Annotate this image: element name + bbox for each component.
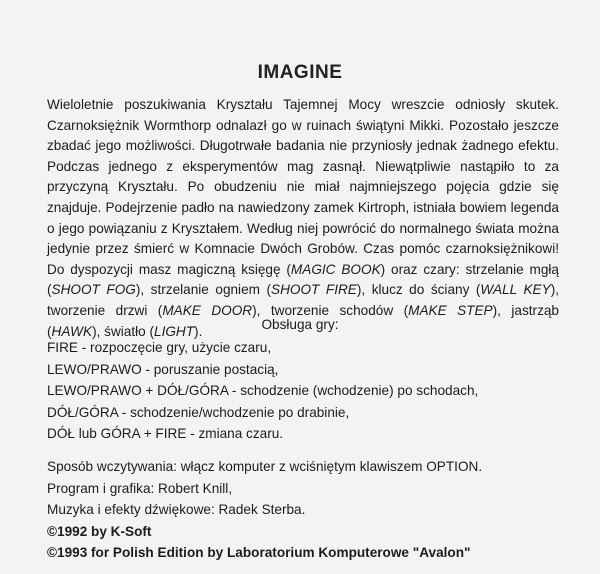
controls-heading: Obsługa gry: (261, 317, 339, 332)
story-text-part: ), jastrząb ( (47, 302, 559, 339)
loading-instructions: Sposób wczytywania: włącz komputer z wciśniętym klawiszem OPTION. (47, 459, 483, 474)
control-line: DÓŁ/GÓRA - schodzenie/wchodzenie po drabinie, (47, 404, 350, 420)
copyright-polish: ©1993 for Polish Edition by Laboratorium Komputerowe "Avalon" (47, 545, 471, 560)
story-text-part: ). (194, 323, 203, 339)
page-title: IMAGINE (257, 62, 343, 83)
spell-shoot-fire: SHOOT FIRE (271, 282, 357, 298)
spell-magic-book: MAGIC BOOK (290, 261, 381, 277)
spell-shoot-fog: SHOOT FOG (51, 282, 136, 298)
copyright-original: ©1992 by K-Soft (47, 523, 152, 539)
program-credit: Program i grafika: Robert Knill, (47, 480, 233, 496)
spell-make-door: MAKE DOOR (162, 302, 253, 318)
spell-make-step: MAKE STEP (408, 302, 493, 318)
credits-block (47, 456, 567, 564)
spell-light: LIGHT (154, 323, 195, 339)
control-line: FIRE - rozpoczęcie gry, użycie czaru, (47, 340, 272, 355)
controls-list (47, 337, 567, 445)
story-text-part: ), klucz do ściany ( (356, 282, 481, 298)
story-text (47, 95, 559, 342)
music-credit: Muzyka i efekty dźwiękowe: Radek Sterba. (47, 502, 306, 517)
story-paragraph (47, 95, 559, 342)
spell-wall-key: WALL KEY (480, 282, 551, 298)
control-line: DÓŁ lub GÓRA + FIRE - zmiana czaru. (47, 426, 284, 441)
story-text-part: ) oraz czary: strzelanie mgłą ( (47, 261, 559, 298)
story-text-part: ), tworzenie drzwi ( (47, 282, 559, 318)
control-line: LEWO/PRAWO + DÓŁ/GÓRA - schodzenie (wchodzenie) po schodach, (47, 383, 479, 398)
story-text-part: ), strzelanie ogniem ( (135, 282, 272, 298)
story-text-part: ), tworzenie schodów ( (252, 302, 409, 318)
control-line: LEWO/PRAWO - poruszanie postacią, (47, 361, 279, 377)
story-text-part: Wieloletnie poszukiwania Kryształu Tajemnej Mocy wreszcie odniosły skutek. Czarnoksiężnik Wormthorp odnalazł go w ruinach świątyni Mikki. Pozostało jeszcze zbadać jego możliwości. Długotrwałe badania nie przyniosły jednak żadnego efektu. Podczas jednego z eksperymentów mag zasnął. Niewątpliwie nastąpiło to za przyczyną Kryształu. Po obudzeniu nie miał najmniejszego pojęcia gdzie się znajduje. Podejrzenie padło na nawiedzony zamek Kirtroph, istniała bowiem legenda o jego powiązaniu z Kryształem. Według niej powrócić do normalnego świata można jedynie przez śmierć w Komnacie Dwóch Grobów. Czas pomóc czarnoksiężnikowi! Do dyspozycji masz magiczną księgę ( (47, 97, 559, 277)
story-text-part: ), światło ( (92, 323, 155, 339)
spell-hawk: HAWK (51, 323, 93, 339)
